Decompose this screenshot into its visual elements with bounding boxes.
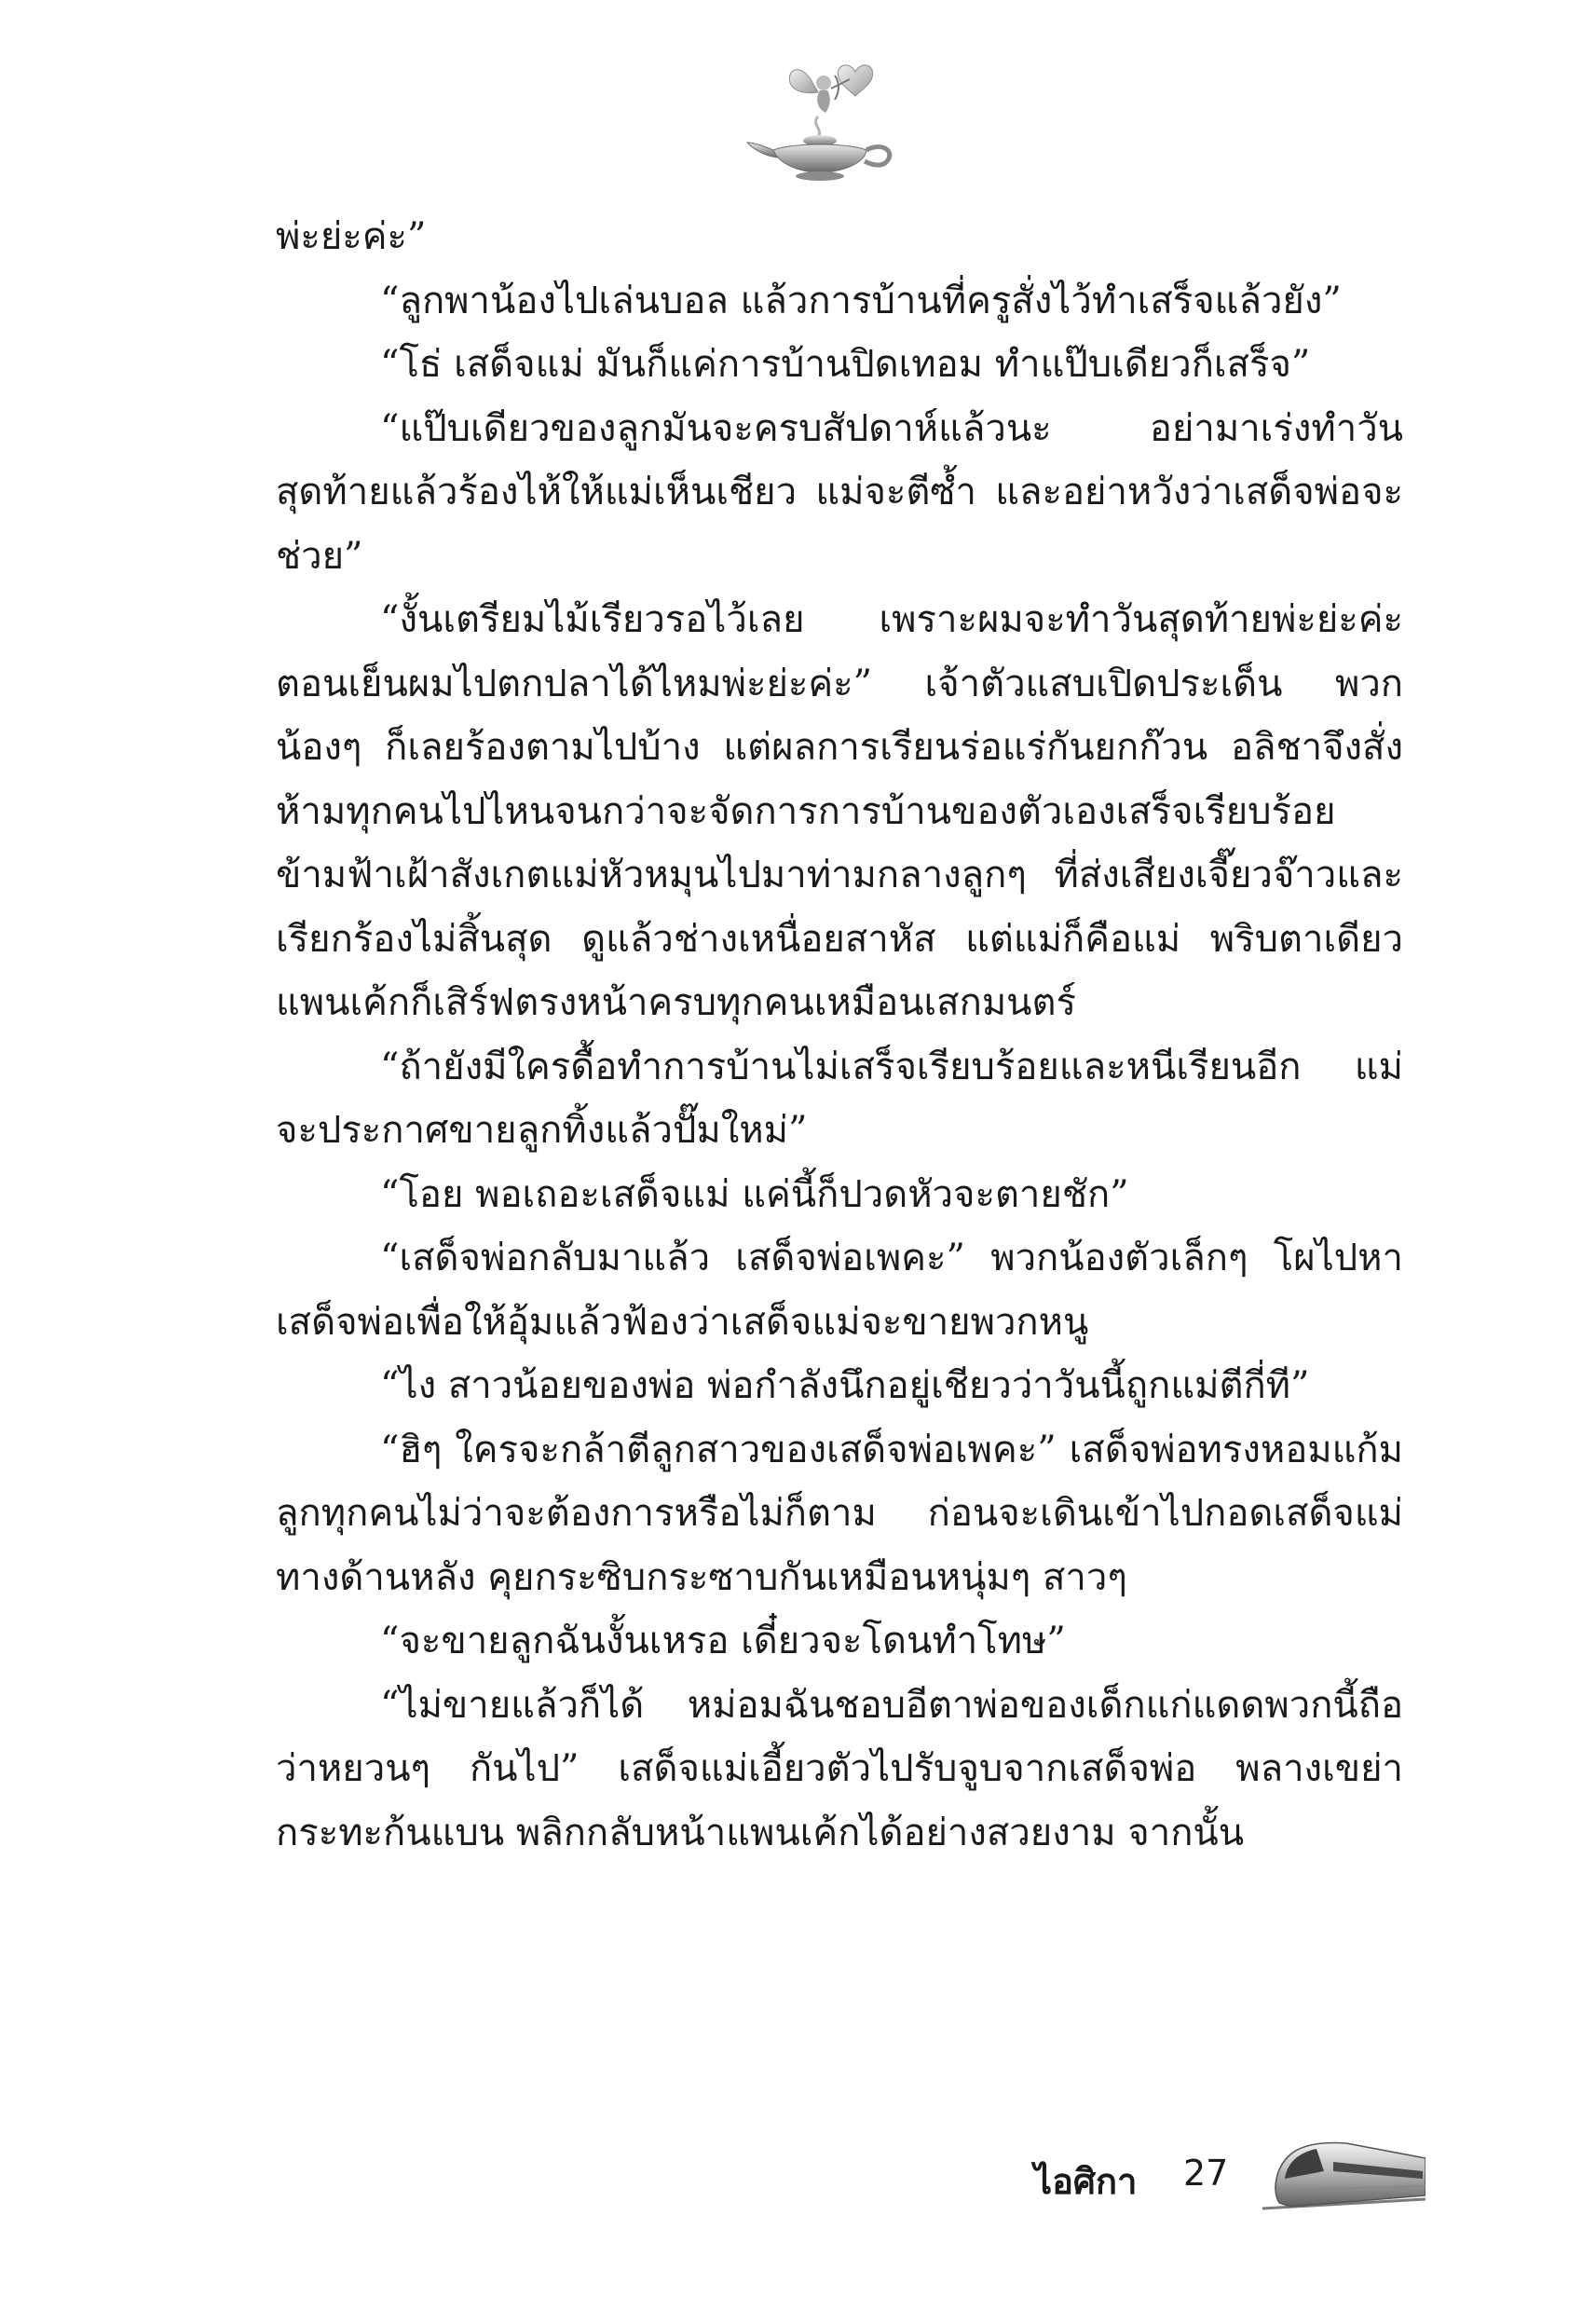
paragraph: “ถ้ายังมีใครดื้อทำการบ้านไม่เสร็จเรียบร้อยและหนีเรียนอีก แม่จะประกาศขายลูกทิ้งแล้วปั๊มใหม่” (276, 1045, 1403, 1152)
paragraph: “โอย พอเถอะเสด็จแม่ แค่นี้ก็ปวดหัวจะตายชัก” (380, 1172, 1129, 1216)
paragraph: พ่ะย่ะค่ะ” (276, 215, 427, 258)
page-footer (1034, 2134, 1425, 2218)
paragraph: “จะขายลูกฉันงั้นเหรอ เดี๋ยวจะโดนทำโทษ” (380, 1620, 1066, 1662)
chapter-text (276, 205, 1403, 1865)
page-number: 27 (1183, 2153, 1229, 2194)
paragraph: “ลูกพาน้องไปเล่นบอล แล้วการบ้านที่ครูสั่งไว้ทำเสร็จแล้วยัง” (380, 279, 1342, 322)
paragraph: “งั้นเตรียมไม้เรียวรอไว้เลย เพราะผมจะทำวันสุดท้ายพ่ะย่ะค่ะ ตอนเย็นผมไปตกปลาได้ไหมพ่ะย่ะค่ะ” เจ้าตัวแสบเปิดประเด็น พวกน้องๆ ก็เลยร้องตามไปบ้าง แต่ผลการเรียนร่อแร่กันยกก๊วน อลิชาจึงสั่งห้ามทุกคนไปไหนจนกว่าจะจัดการการบ้านของตัวเองเสร็จเรียบร้อย ข้ามฟ้าเฝ้าสังเกตแม่หัวหมุนไปมาท่ามกลางลูกๆ ที่ส่งเสียงเจี๊ยวจ๊าวและเรียกร้องไม่สิ้นสุด ดูแล้วช่างเหนื่อยสาหัส แต่แม่ก็คือแม่ พริบตาเดียวแพนเค้กก็เสิร์ฟตรงหน้าครบทุกคนเหมือนเสกมนตร์ (276, 598, 1403, 1024)
genie-lamp-icon (745, 51, 913, 182)
paragraph: “เสด็จพ่อกลับมาแล้ว เสด็จพ่อเพคะ” พวกน้องตัวเล็กๆ โผไปหาเสด็จพ่อเพื่อให้อุ้มแล้วฟ้องว่าเสด็จแม่จะขายพวกหนู (276, 1237, 1403, 1344)
paragraph: “ฮิๆ ใครจะกล้าตีลูกสาวของเสด็จพ่อเพคะ” เสด็จพ่อทรงหอมแก้มลูกทุกคนไม่ว่าจะต้องการหรือไม่ก็ตาม ก่อนจะเดินเข้าไปกอดเสด็จแม่ทางด้านหลัง คุยกระซิบกระซาบกันเหมือนหนุ่มๆ สาวๆ (276, 1428, 1403, 1599)
book-title: ไอศิกา (1034, 2161, 1138, 2202)
paragraph: “แป๊บเดียวของลูกมันจะครบสัปดาห์แล้วนะ อย่ามาเร่งทำวันสุดท้ายแล้วร้องไห้ให้แม่เห็นเชียว แม่จะตีซ้ำ และอย่าหวังว่าเสด็จพ่อจะช่วย” (276, 406, 1403, 578)
train-icon (1262, 2134, 1425, 2218)
paragraph: “ไม่ขายแล้วก็ได้ หม่อมฉันชอบอีตาพ่อของเด็กแก่แดดพวกนี้ถือว่าหยวนๆ กันไป” เสด็จแม่เอี้ยวตัวไปรับจูบจากเสด็จพ่อ พลางเขย่ากระทะก้นแบน พลิกกลับหน้าแพนเค้กได้อย่างสวยงาม จากนั้น (276, 1683, 1403, 1854)
paragraph: “โธ่ เสด็จแม่ มันก็แค่การบ้านปิดเทอม ทำแป๊บเดียวก็เสร็จ” (380, 343, 1311, 386)
paragraph: “ไง สาวน้อยของพ่อ พ่อกำลังนึกอยู่เชียวว่าวันนี้ถูกแม่ตีกี่ที” (380, 1364, 1310, 1407)
